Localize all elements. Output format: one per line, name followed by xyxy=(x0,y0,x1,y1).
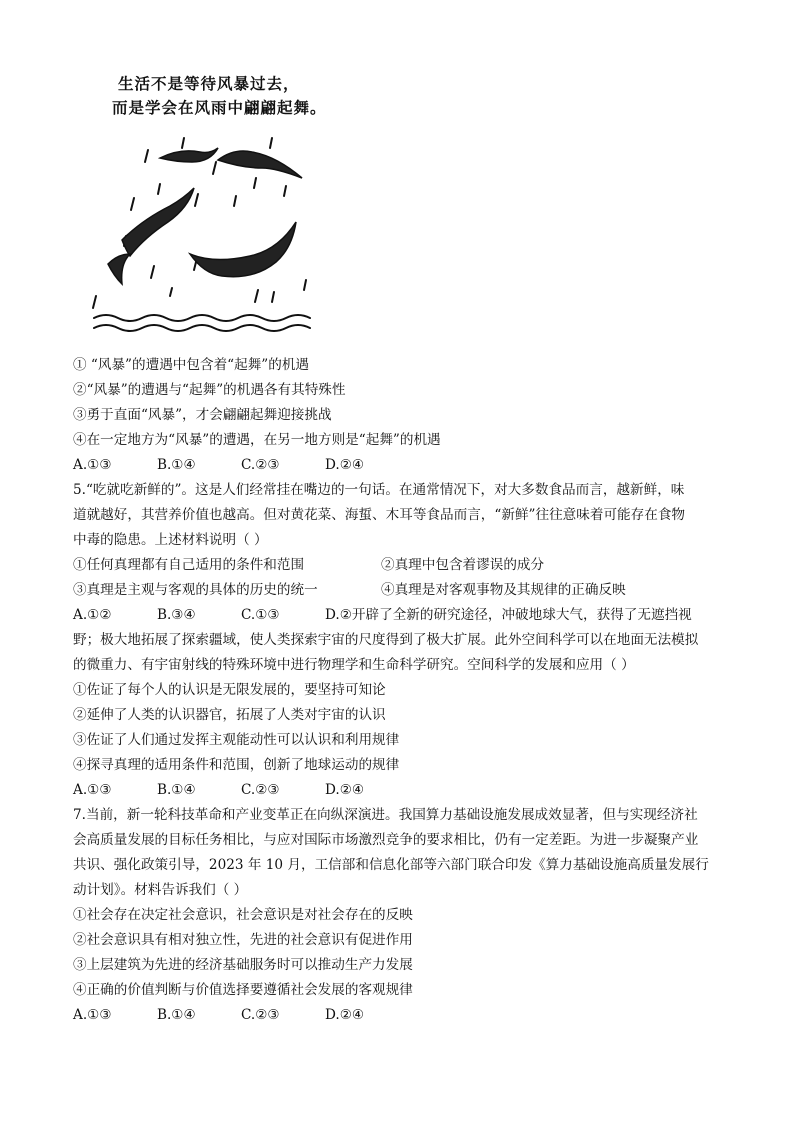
q6-option-c[interactable]: C.②③ xyxy=(241,782,280,798)
q7-stem-line-2: 会高质量发展的目标任务相比，与应对国际市场激烈竞争的要求相比，仍有一定差距。为进一步凝聚产业 xyxy=(73,832,699,848)
q6-option-d[interactable]: D.②④ xyxy=(325,782,365,798)
q6-options xyxy=(73,781,364,799)
q6-statement-1: ①佐证了每个人的认识是无限发展的，要坚持可知论 xyxy=(73,682,386,698)
q5-option-c[interactable]: C.①③ xyxy=(241,607,280,623)
q4-option-b[interactable]: B.①④ xyxy=(157,457,196,473)
q5-stem-line-1: 5.“吃就吃新鲜的”。这是人们经常挂在嘴边的一句话。在通常情况下，对大多数食品而言，越新鲜，味 xyxy=(73,482,685,498)
q7-stem-line-1: 7.当前，新一轮科技革命和产业变革正在向纵深演进。我国算力基础设施发展成效显著，但与实现经济社 xyxy=(73,807,698,823)
q7-statement-1: ①社会存在决定社会意识，社会意识是对社会存在的反映 xyxy=(73,907,413,923)
q6-stem-line-2: 的微重力、有宇宙射线的特殊环境中进行物理学和生命科学研究。空间科学的发展和应用（ ） xyxy=(73,657,635,673)
illustration-caption-line-1: 生活不是等待风暴过去， xyxy=(118,75,300,93)
q4-statement-1: ① “风暴”的遭遇中包含着“起舞”的机遇 xyxy=(73,357,310,373)
q5-statement-2: ②真理中包含着谬误的成分 xyxy=(381,557,545,573)
q7-option-b[interactable]: B.①④ xyxy=(157,1007,196,1023)
q4-options xyxy=(73,456,364,474)
q5-statement-4: ④真理是对客观事物及其规律的正确反映 xyxy=(381,582,626,598)
illustration-caption-line-2: 而是学会在风雨中翩翩起舞。 xyxy=(112,99,327,117)
q5-statements-row-2 xyxy=(73,581,626,599)
q7-statement-3: ③上层建筑为先进的经济基础服务时可以推动生产力发展 xyxy=(73,957,413,973)
q6-statement-3: ③佐证了人们通过发挥主观能动性可以认识和利用规律 xyxy=(73,732,400,748)
q7-option-d[interactable]: D.②④ xyxy=(325,1007,365,1023)
q4-option-c[interactable]: C.②③ xyxy=(241,457,280,473)
q6-option-a[interactable]: A.①③ xyxy=(73,782,112,798)
q7-stem-line-3: 共识、强化政策引导，2023 年 10 月，工信部和信息化部等六部门联合印发《算力基础设施高质量发展行 xyxy=(73,857,709,873)
q4-statement-2: ②“风暴”的遭遇与“起舞”的机遇各有其特殊性 xyxy=(73,382,346,398)
q7-statement-2: ②社会意识具有相对独立性，先进的社会意识有促进作用 xyxy=(73,932,413,948)
q5-options xyxy=(73,606,692,624)
q6-statement-4: ④探寻真理的适用条件和范围，创新了地球运动的规律 xyxy=(73,757,400,773)
q7-stem-line-4: 动计划》。材料告诉我们（ ） xyxy=(73,882,248,898)
q4-option-d[interactable]: D.②④ xyxy=(325,457,365,473)
q5-stem-line-3: 中毒的隐患。上述材料说明（ ） xyxy=(73,532,268,548)
q7-option-a[interactable]: A.①③ xyxy=(73,1007,112,1023)
q7-statement-4: ④正确的价值判断与价值选择要遵循社会发展的客观规律 xyxy=(73,982,413,998)
q5-statements-row-1 xyxy=(73,556,544,574)
q5-option-b[interactable]: B.③④ xyxy=(157,607,196,623)
q6-option-b[interactable]: B.①④ xyxy=(157,782,196,798)
q5-statement-1: ①任何真理都有自己适用的条件和范围 xyxy=(73,557,305,573)
q4-statement-4: ④在一定地方为“风暴”的遭遇，在另一地方则是“起舞”的机遇 xyxy=(73,432,441,448)
q6-stem-line-1: 野；极大地拓展了探索疆域，使人类探索宇宙的尺度得到了极大扩展。此外空间科学可以在地面无法模拟 xyxy=(73,632,699,648)
q7-options xyxy=(73,1006,364,1024)
q5-option-d[interactable]: D.②开辟了全新的研究途径，冲破地球大气，获得了无遮挡视 xyxy=(325,607,692,623)
q5-option-a[interactable]: A.①② xyxy=(73,607,112,623)
q5-statement-3: ③真理是主观与客观的具体的历史的统一 xyxy=(73,582,318,598)
q6-statement-2: ②延伸了人类的认识器官，拓展了人类对宇宙的认识 xyxy=(73,707,386,723)
q4-option-a[interactable]: A.①③ xyxy=(73,457,112,473)
q7-option-c[interactable]: C.②③ xyxy=(241,1007,280,1023)
q5-stem-line-2: 道就越好，其营养价值也越高。但对黄花菜、海蜇、木耳等食品而言，“新鲜”往往意味着可能存在食物 xyxy=(73,507,686,523)
q4-statement-3: ③勇于直面“风暴”，才会翩翩起舞迎接挑战 xyxy=(73,407,332,423)
